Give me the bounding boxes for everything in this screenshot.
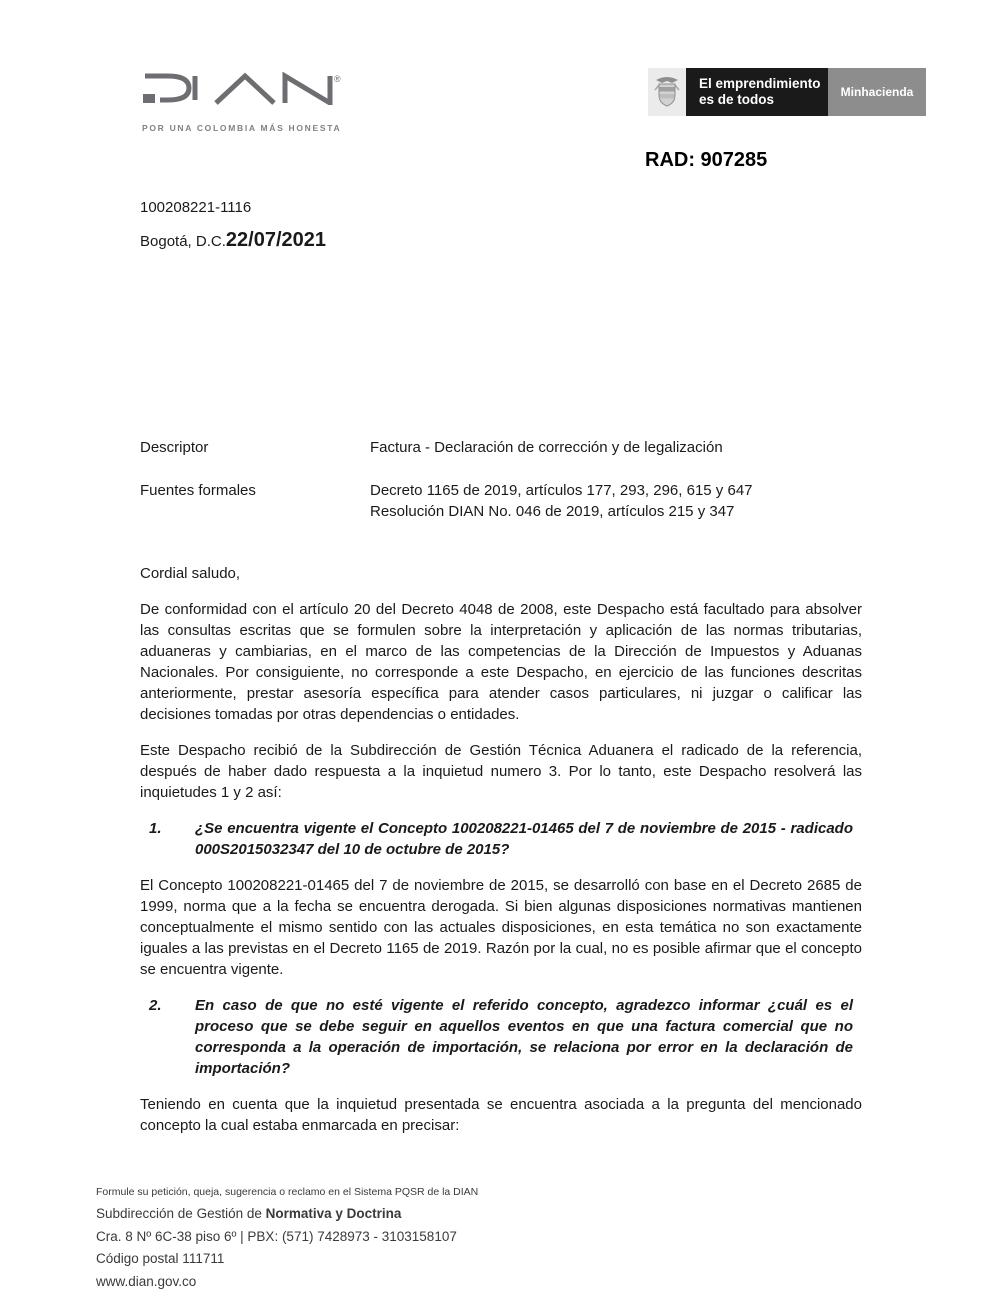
meta-table bbox=[140, 437, 862, 544]
page-footer bbox=[96, 1186, 478, 1293]
colombia-coat-of-arms-icon bbox=[654, 74, 680, 110]
question-2 bbox=[149, 995, 853, 1079]
dian-logo-icon bbox=[142, 72, 347, 105]
question-text: En caso de que no esté vigente el referido concepto, agradezco informar ¿cuál es el proceso que se debe seguir en aquellos eventos en que una factura comercial que no corresponda a la operación de importación, se relaciona por error en la declaración de importación? bbox=[195, 997, 853, 1077]
file-number: 100208221-1116 bbox=[140, 199, 252, 216]
reference-block bbox=[140, 199, 326, 252]
office-name: Normativa y Doctrina bbox=[265, 1206, 402, 1221]
city-date-line bbox=[140, 229, 326, 252]
address-line: Cra. 8 Nº 6C-38 piso 6º | PBX: (571) 7428973 - 3103158107 bbox=[96, 1228, 457, 1244]
government-badge bbox=[648, 68, 926, 116]
paragraph-2: Este Despacho recibió de la Subdirección de Gestión Técnica Aduanera el radicado de la referencia, después de haber dado respuesta a la inquietud numero 3. Por lo tanto, este Despacho resolverá las inquietudes 1 y 2 así: bbox=[140, 742, 862, 801]
meta-value-line: Decreto 1165 de 2019, artículos 177, 293, 296, 615 y 647 bbox=[370, 482, 753, 499]
badge-slogan bbox=[686, 68, 828, 116]
badge-slogan-line1: El emprendimiento bbox=[699, 76, 821, 91]
meta-row-fuentes bbox=[140, 480, 862, 522]
rad-number: RAD: 907285 bbox=[645, 149, 768, 171]
office-prefix: Subdirección de Gestión de bbox=[96, 1206, 266, 1221]
question-1 bbox=[149, 818, 853, 860]
question-number: 2. bbox=[149, 997, 162, 1014]
letter-body bbox=[140, 563, 862, 1151]
date-value: 22/07/2021 bbox=[225, 229, 326, 251]
meta-value bbox=[370, 480, 862, 522]
badge-slogan-line2: es de todos bbox=[699, 92, 775, 107]
meta-row-descriptor bbox=[140, 437, 862, 458]
logo-tagline: POR UNA COLOMBIA MÁS HONESTA bbox=[142, 123, 342, 133]
greeting: Cordial saludo, bbox=[140, 565, 241, 582]
question-text: ¿Se encuentra vigente el Concepto 100208221-01465 del 7 de noviembre de 2015 - radicado 000S2015032347 del 10 de octubre de 2015? bbox=[195, 820, 853, 858]
svg-text:®: ® bbox=[334, 74, 341, 84]
meta-value-line: Resolución DIAN No. 046 de 2019, artículos 215 y 347 bbox=[370, 503, 735, 520]
paragraph-3: El Concepto 100208221-01465 del 7 de noviembre de 2015, se desarrolló con base en el Decreto 2685 de 1999, norma que a la fecha se encuentra derogada. Si bien algunas disposiciones normativas mantienen conceptualmente el mismo sentido con las actuales disposiciones, en esta temática no son exactamente iguales a las previstas en el Decreto 1165 de 2019. Razón por la cual, no es posible afirmar que el concepto se encuentra vigente. bbox=[140, 877, 862, 978]
badge-ministry: Minhacienda bbox=[828, 68, 926, 116]
paragraph-1: De conformidad con el artículo 20 del Decreto 4048 de 2008, este Despacho está facultado para absolver las consultas escritas que se formulen sobre la interpretación y aplicación de las normas tributarias, aduaneras y cambiarias, en el marco de las competencias de la Dirección de Impuestos y Aduanas Nacionales. Por consiguiente, no corresponde a este Despacho, en ejercicio de las funciones descritas anteriormente, prestar asesoría específica para atender casos particulares, ni juzgar o calificar las decisiones tomadas por otras dependencias o entidades. bbox=[140, 601, 862, 723]
pqsr-line: Formule su petición, queja, sugerencia o reclamo en el Sistema PQSR de la DIAN bbox=[96, 1186, 479, 1198]
meta-label: Fuentes formales bbox=[140, 482, 256, 499]
coat-of-arms-box bbox=[648, 68, 686, 116]
dian-logo bbox=[142, 72, 372, 133]
website-link[interactable]: www.dian.gov.co bbox=[96, 1273, 197, 1289]
question-number: 1. bbox=[149, 820, 162, 837]
paragraph-4: Teniendo en cuenta que la inquietud presentada se encuentra asociada a la pregunta del mencionado concepto la cual estaba enmarcada en precisar: bbox=[140, 1096, 862, 1134]
city-label: Bogotá, D.C. bbox=[140, 233, 226, 250]
office-line bbox=[96, 1203, 478, 1226]
meta-value: Factura - Declaración de corrección y de legalización bbox=[370, 439, 723, 456]
meta-label: Descriptor bbox=[140, 439, 209, 456]
postal-code-line: Código postal 111711 bbox=[96, 1251, 225, 1266]
